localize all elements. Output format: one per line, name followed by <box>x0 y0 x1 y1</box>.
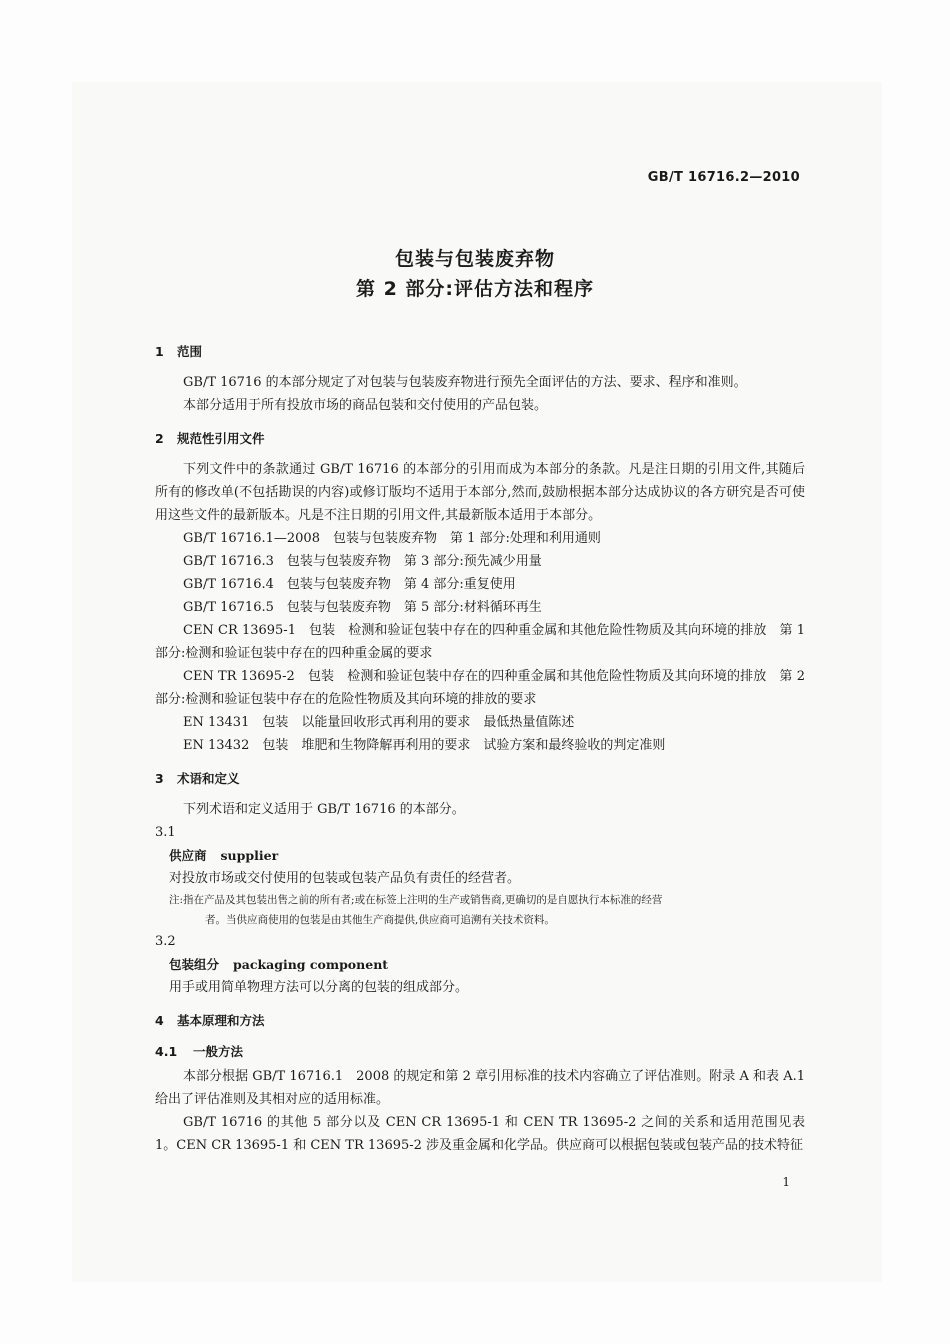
section-number: 4 <box>155 1013 164 1028</box>
term-number: 3.1 <box>155 825 176 840</box>
reference-item: GB/T 16716.3 包装与包装废弃物 第 3 部分:预先减少用量 <box>183 554 542 569</box>
term-definition: 对投放市场或交付使用的包装或包装产品负有责任的经营者。 <box>169 871 521 886</box>
reference-item: GB/T 16716.4 包装与包装废弃物 第 4 部分:重复使用 <box>183 577 516 592</box>
section-1-heading <box>155 340 805 363</box>
reference-item: CEN CR 13695-1 包装 检测和验证包装中存在的四种重金属和其他危险性物质及其向环境的排放 第 1 部分:检测和验证包装中存在的四种重金属的要求 <box>155 623 805 661</box>
section-number: 2 <box>155 431 164 446</box>
term-chinese: 供应商 <box>169 848 207 863</box>
section-number: 3 <box>155 771 164 786</box>
term-definition: 用手或用简单物理方法可以分离的包装的组成部分。 <box>169 980 469 995</box>
section-title: 规范性引用文件 <box>177 431 265 446</box>
section-2-heading <box>155 427 805 450</box>
subsection-4-1-heading <box>155 1040 805 1063</box>
reference-item: CEN TR 13695-2 包装 检测和验证包装中存在的四种重金属和其他危险性物质及其向环境的排放 第 2 部分:检测和验证包装中存在的危险性物质及其向环境的排放的要求 <box>155 669 805 707</box>
term-number: 3.2 <box>155 934 176 949</box>
note-line: 者。当供应商使用的包装是由其他生产商提供,供应商可追溯有关技术资料。 <box>205 914 555 926</box>
section-title: 基本原理和方法 <box>177 1013 265 1028</box>
paragraph: 下列术语和定义适用于 GB/T 16716 的本部分。 <box>183 802 465 817</box>
term-chinese: 包装组分 <box>169 957 220 972</box>
term-note <box>155 890 805 930</box>
reference-item: GB/T 16716.5 包装与包装废弃物 第 5 部分:材料循环再生 <box>183 600 542 615</box>
paragraph: GB/T 16716 的本部分规定了对包装与包装废弃物进行预先全面评估的方法、要求、程序和准则。 <box>183 375 747 390</box>
standard-number: GB/T 16716.2—2010 <box>647 170 800 185</box>
term-english: packaging component <box>233 957 389 972</box>
section-4-heading <box>155 1009 805 1032</box>
paragraph: GB/T 16716 的其他 5 部分以及 CEN CR 13695-1 和 CEN TR 13695-2 之间的关系和适用范围见表 1。CEN CR 13695-1 和 CEN TR 13695-2 涉及重金属和化学品。供应商可以根据包装或包装产品的技术特征 <box>155 1115 805 1153</box>
document-title: 包装与包装废弃物 <box>394 248 555 270</box>
document-body <box>155 340 805 1157</box>
term-heading <box>155 953 805 976</box>
paragraph: 下列文件中的条款通过 GB/T 16716 的本部分的引用而成为本部分的条款。凡是注日期的引用文件,其随后所有的修改单(不包括勘误的内容)或修订版均不适用于本部分,然而,鼓励根据本部分达成协议的各方研究是否可使用这些文件的最新版本。凡是不注日期的引用文件,其最新版本适用于本部分。 <box>155 462 805 523</box>
document-subtitle: 第 2 部分:评估方法和程序 <box>355 278 595 300</box>
paragraph: 本部分根据 GB/T 16716.1 2008 的规定和第 2 章引用标准的技术内容确立了评估准则。附录 A 和表 A.1 给出了评估准则及其相对应的适用标准。 <box>155 1069 805 1107</box>
note-line: 注:指在产品及其包装出售之前的所有者;或在标签上注明的生产或销售商,更确切的是自愿执行本标准的经营 <box>169 894 663 906</box>
subsection-number: 4.1 <box>155 1044 178 1059</box>
reference-item: GB/T 16716.1—2008 包装与包装废弃物 第 1 部分:处理和利用通则 <box>183 531 601 546</box>
paragraph: 本部分适用于所有投放市场的商品包装和交付使用的产品包装。 <box>183 398 548 413</box>
section-3-heading <box>155 767 805 790</box>
term-english: supplier <box>220 848 279 863</box>
section-title: 范围 <box>177 344 203 359</box>
subsection-title: 一般方法 <box>193 1044 244 1059</box>
section-title: 术语和定义 <box>177 771 240 786</box>
reference-item: EN 13432 包装 堆肥和生物降解再利用的要求 试验方案和最终验收的判定准则 <box>183 738 666 753</box>
page-number: 1 <box>782 1175 790 1189</box>
term-heading <box>155 844 805 867</box>
reference-item: EN 13431 包装 以能量回收形式再利用的要求 最低热量值陈述 <box>183 715 575 730</box>
section-number: 1 <box>155 344 164 359</box>
